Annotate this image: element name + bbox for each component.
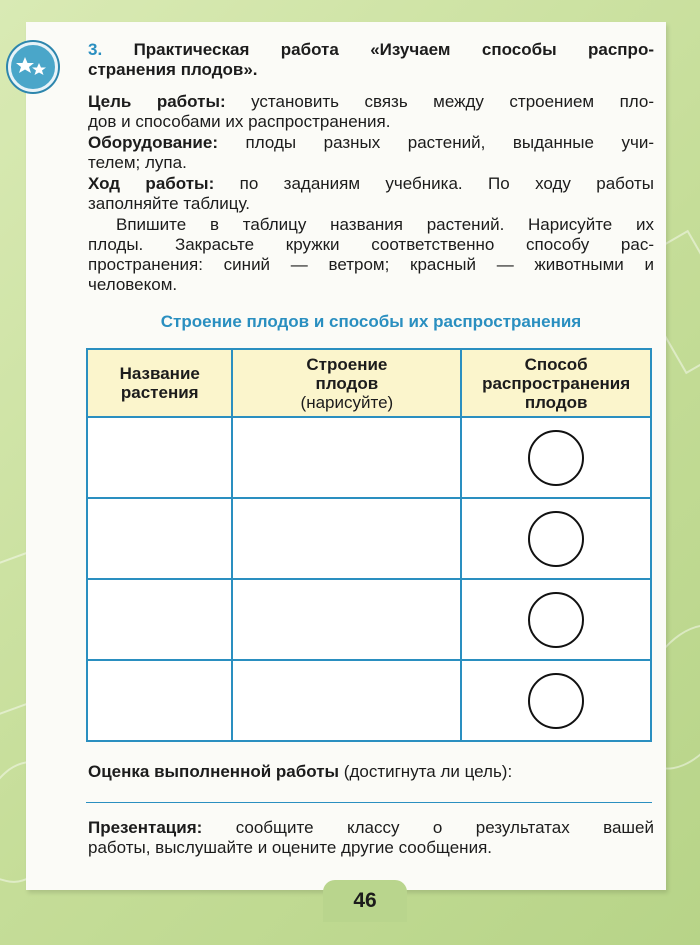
- procedure-label: Ход работы:: [88, 174, 215, 193]
- table-row: [87, 417, 651, 498]
- task-number: 3.: [88, 40, 103, 59]
- presentation-label: Презентация:: [88, 818, 203, 837]
- instruction-line2: плоды. Закрасьте кружки соответственно способу рас-: [88, 235, 654, 254]
- spread-method-cell: [461, 579, 651, 660]
- spread-method-cell: [461, 660, 651, 741]
- task-title-line1: Практическая работа «Изучаем способы распро-: [133, 40, 654, 59]
- table-row: [87, 660, 651, 741]
- color-circle[interactable]: [528, 511, 584, 567]
- instruction-block: [88, 215, 654, 295]
- instruction-line1: Впишите в таблицу названия растений. Нарисуйте их: [116, 215, 654, 234]
- goal-line2: дов и способами их распространения.: [88, 112, 391, 131]
- evaluation-line: [88, 762, 654, 782]
- header-fruit-structure: Строение плодов (нарисуйте): [232, 349, 461, 417]
- plant-name-cell[interactable]: [87, 498, 232, 579]
- presentation-line2: работы, выслушайте и оцените другие сообщения.: [88, 838, 492, 857]
- equipment-block: [88, 133, 654, 173]
- spread-method-cell: [461, 498, 651, 579]
- color-circle[interactable]: [528, 592, 584, 648]
- stars-icon: [8, 42, 58, 92]
- evaluation-text: (достигнута ли цель):: [343, 762, 513, 781]
- plant-name-cell[interactable]: [87, 579, 232, 660]
- goal-line1: установить связь между строением пло-: [251, 92, 654, 111]
- evaluation-label: Оценка выполненной работы: [88, 762, 340, 781]
- plant-name-cell[interactable]: [87, 660, 232, 741]
- header-spread-method: Способ распространения плодов: [461, 349, 651, 417]
- equipment-line1: плоды разных растений, выданные учи-: [245, 133, 654, 152]
- color-circle[interactable]: [528, 673, 584, 729]
- task-title-line2: странения плодов».: [88, 60, 258, 79]
- task-title: [88, 40, 654, 80]
- procedure-line1: по заданиям учебника. По ходу работы: [239, 174, 654, 193]
- fruit-drawing-cell[interactable]: [232, 660, 461, 741]
- procedure-block: [88, 174, 654, 214]
- table-row: [87, 579, 651, 660]
- equipment-label: Оборудование:: [88, 133, 218, 152]
- plant-name-cell[interactable]: [87, 417, 232, 498]
- fruit-drawing-cell[interactable]: [232, 417, 461, 498]
- procedure-line2: заполняйте таблицу.: [88, 194, 251, 213]
- presentation-line1: сообщите классу о результатах вашей: [235, 818, 654, 837]
- fruit-drawing-cell[interactable]: [232, 579, 461, 660]
- spread-method-cell: [461, 417, 651, 498]
- presentation-block: [88, 818, 654, 858]
- header-plant-name: Название растения: [87, 349, 232, 417]
- color-circle[interactable]: [528, 430, 584, 486]
- goal-block: [88, 92, 654, 132]
- fruit-drawing-cell[interactable]: [232, 498, 461, 579]
- instruction-line3: пространения: синий — ветром; красный — животными и: [88, 255, 654, 274]
- fruit-table: [86, 348, 652, 742]
- answer-line[interactable]: [86, 802, 652, 803]
- table-header-row: [87, 349, 651, 417]
- table-title: Строение плодов и способы их распространения: [160, 312, 582, 331]
- goal-label: Цель работы:: [88, 92, 226, 111]
- table-row: [87, 498, 651, 579]
- equipment-line2: телем; лупа.: [88, 153, 187, 172]
- instruction-line4: человеком.: [88, 275, 178, 294]
- page-number: 46: [323, 880, 407, 922]
